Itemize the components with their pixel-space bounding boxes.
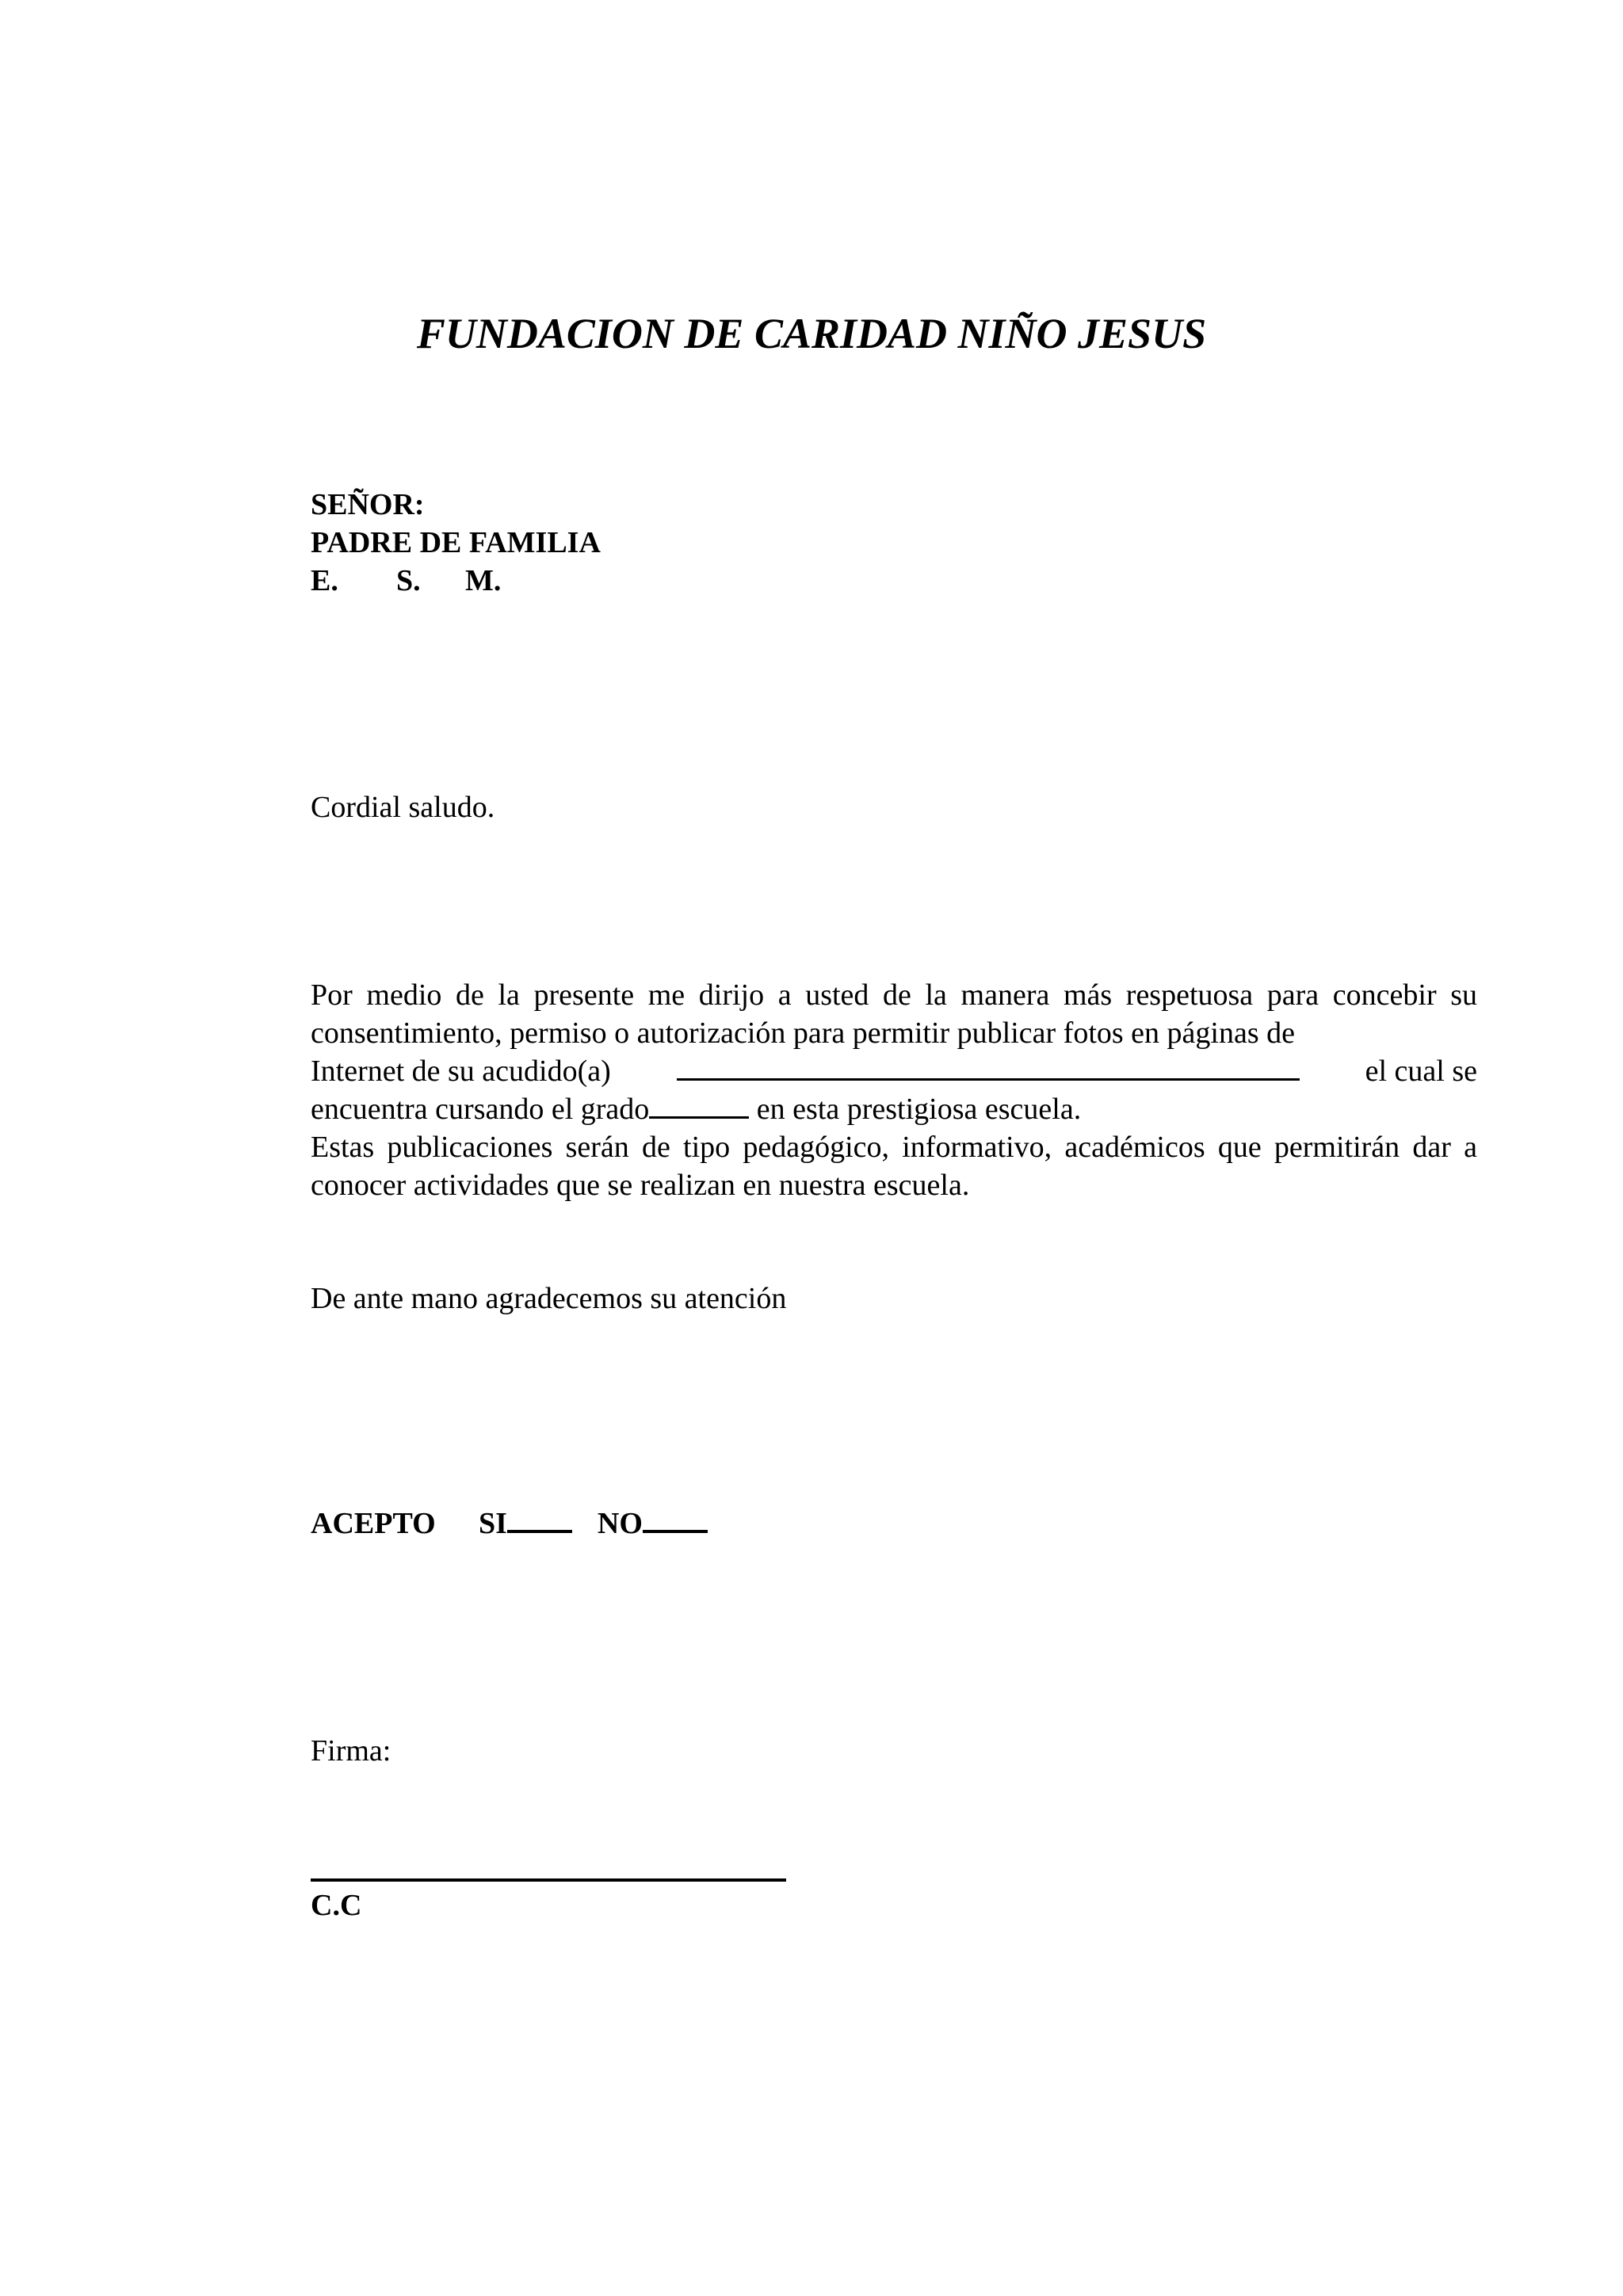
body-line-2-start: Internet de su acudido(a) bbox=[311, 1055, 611, 1088]
accept-no-label: NO bbox=[597, 1507, 643, 1540]
accept-row bbox=[311, 1505, 1477, 1543]
addressee-esm bbox=[311, 562, 1477, 600]
body-line-1: Por medio de la presente me dirijo a usted de la manera más respetuosa para concebir su consentimiento, permiso o autorización para permitir publicar fotos en páginas de bbox=[311, 978, 1477, 1050]
id-number-label: C.C bbox=[311, 1889, 362, 1922]
grade-blank[interactable] bbox=[649, 1093, 749, 1119]
accept-yes-label: SI bbox=[479, 1507, 507, 1540]
body-line-2 bbox=[311, 1052, 1477, 1090]
addressee-salutation: SEÑOR: bbox=[311, 488, 425, 521]
body-line-3 bbox=[311, 1090, 1477, 1128]
addressee-recipient: PADRE DE FAMILIA bbox=[311, 526, 601, 559]
student-name-blank[interactable] bbox=[677, 1055, 1300, 1081]
esm-e: E. bbox=[311, 564, 338, 597]
body-line-2-end: el cual se bbox=[1365, 1055, 1477, 1088]
accept-no-blank[interactable] bbox=[643, 1506, 708, 1533]
body-line-3-start: encuentra cursando el grado bbox=[311, 1093, 650, 1126]
document-title: FUNDACION DE CARIDAD NIÑO JESUS bbox=[416, 310, 1207, 357]
addressee-block bbox=[311, 486, 1477, 600]
body-text bbox=[311, 976, 1477, 1204]
signature-label: Firma: bbox=[311, 1734, 391, 1768]
esm-s: S. bbox=[396, 564, 421, 597]
accept-label: ACEPTO bbox=[311, 1507, 436, 1540]
esm-m: M. bbox=[465, 564, 502, 597]
signature-line[interactable] bbox=[311, 1878, 786, 1882]
thanks-text: De ante mano agradecemos su atención bbox=[311, 1282, 787, 1315]
body-paragraph-2: Estas publicaciones serán de tipo pedagógico, informativo, académicos que permitirán dar a conocer actividades que se realizan en nuestra escuela. bbox=[311, 1131, 1477, 1202]
accept-yes-blank[interactable] bbox=[507, 1506, 572, 1533]
body-line-3-end: en esta prestigiosa escuela. bbox=[749, 1093, 1082, 1126]
greeting: Cordial saludo. bbox=[311, 791, 495, 824]
body-paragraph-1 bbox=[311, 976, 1477, 1052]
